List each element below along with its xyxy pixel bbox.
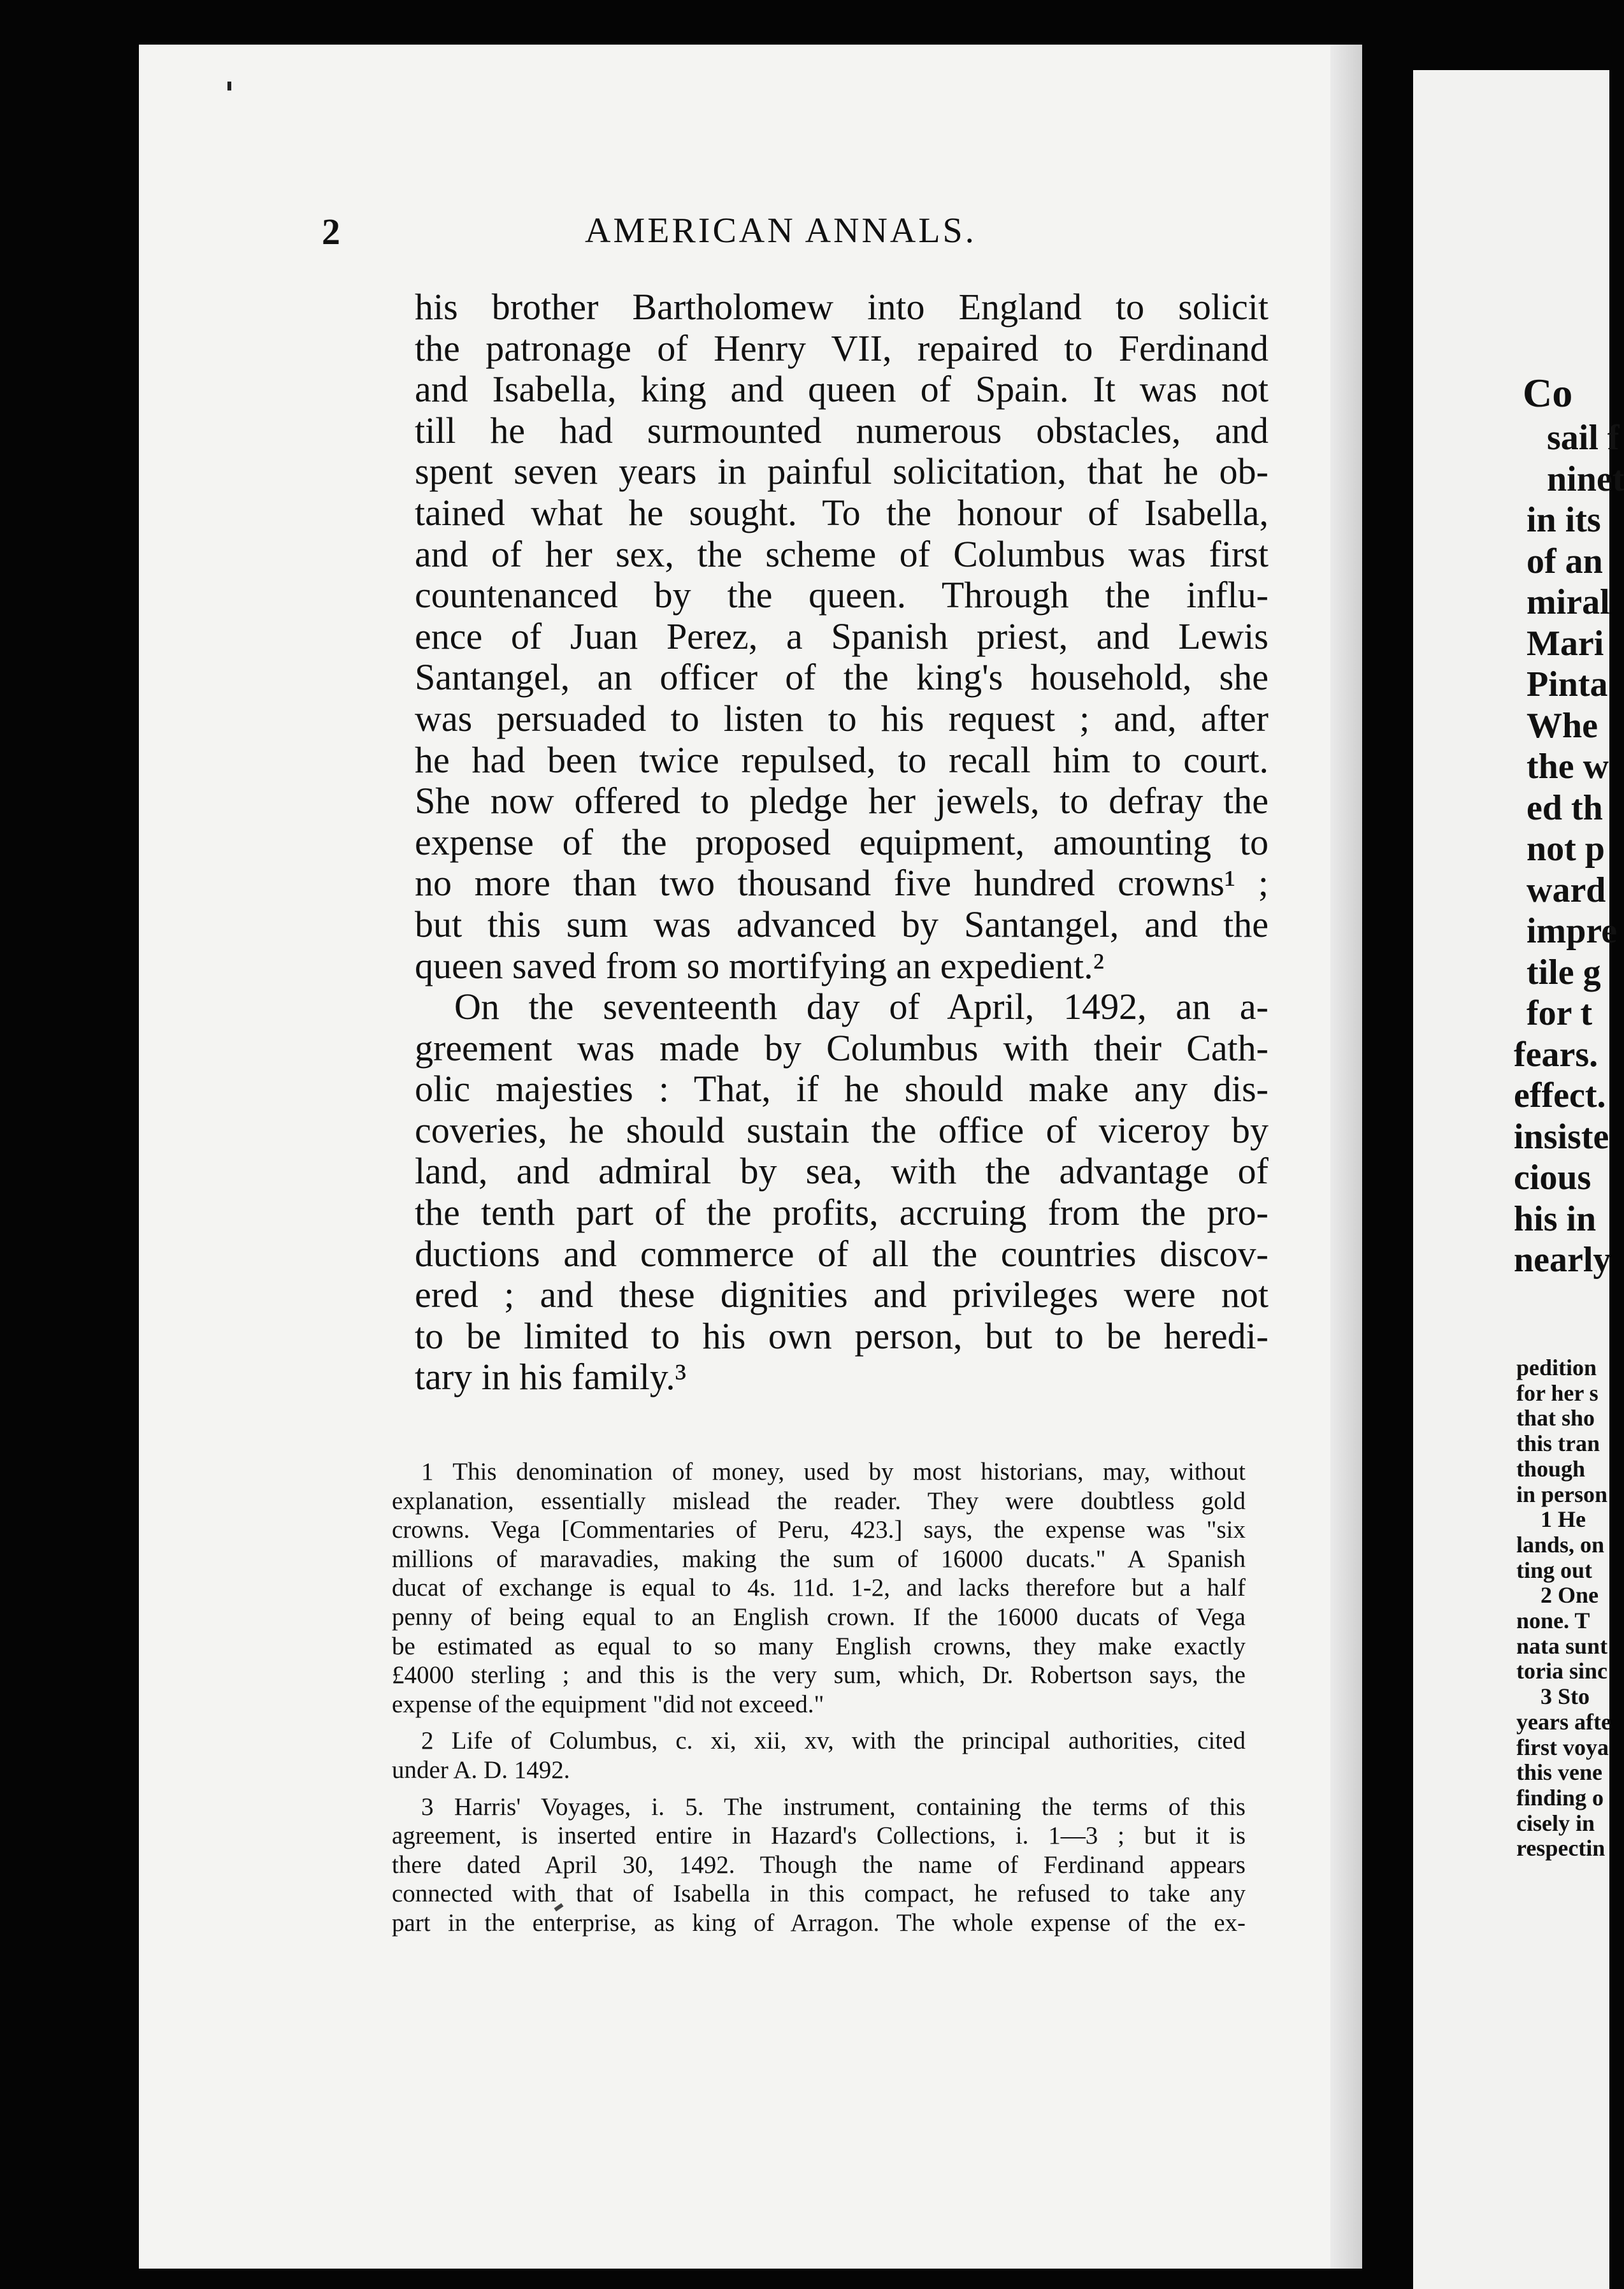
footnote-line: expense of the equipment "did not exceed." bbox=[392, 1690, 824, 1718]
body-line: greement was made by Columbus with their Cath- bbox=[415, 1027, 1268, 1069]
right-page bbox=[1413, 70, 1624, 2289]
footnote-line: ducat of exchange is equal to 4s. 11d. 1-2, and lacks therefore but a half bbox=[392, 1574, 1246, 1602]
right-footnote-line: 3 Sto bbox=[1541, 1684, 1590, 1710]
right-footnote-line: for her s bbox=[1516, 1380, 1599, 1406]
body-line: to be limited to his own person, but to be heredi- bbox=[415, 1315, 1268, 1357]
right-page-line: Mari bbox=[1527, 623, 1604, 663]
body-line: Santangel, an officer of the king's household, she bbox=[415, 656, 1268, 698]
body-line: queen saved from so mortifying an expedient.² bbox=[415, 944, 1105, 986]
right-footnote-line: lands, on bbox=[1516, 1531, 1605, 1557]
right-page-line: nearly bbox=[1514, 1240, 1611, 1280]
right-footnote-line: years afte bbox=[1516, 1708, 1611, 1735]
right-footnote-line: pedition bbox=[1516, 1355, 1597, 1380]
body-line: She now offered to pledge her jewels, to defray the bbox=[415, 780, 1268, 822]
body-line: olic majesties : That, if he should make any dis- bbox=[415, 1068, 1268, 1110]
right-page-line: insiste bbox=[1514, 1116, 1609, 1157]
body-line: his brother Bartholomew into England to solicit bbox=[415, 286, 1268, 328]
footnotes bbox=[392, 1459, 1246, 1940]
footnote-line: under A. D. 1492. bbox=[392, 1756, 570, 1784]
right-footnote-line: this vene bbox=[1516, 1759, 1602, 1786]
right-footnote-line: this tran bbox=[1516, 1431, 1600, 1457]
right-footnote-line: cisely in bbox=[1516, 1810, 1595, 1836]
right-footnote-line: finding o bbox=[1516, 1784, 1604, 1810]
footnote-line: crowns. Vega [Commentaries of Peru, 423.] says, the expense was "six bbox=[392, 1516, 1246, 1544]
body-line: tained what he sought. To the honour of Isabella, bbox=[415, 491, 1268, 533]
right-footnote-line: nata sunt bbox=[1516, 1633, 1608, 1659]
running-title: AMERICAN ANNALS. bbox=[585, 211, 977, 250]
right-footnote-line: though bbox=[1516, 1455, 1586, 1482]
right-footnote-line: in person bbox=[1516, 1481, 1608, 1507]
footnote-line: £4000 sterling ; and this is the very sum, which, Dr. Robertson says, the bbox=[392, 1661, 1246, 1689]
right-page-line: sail f bbox=[1547, 418, 1620, 458]
right-page-line: Pinta bbox=[1527, 665, 1608, 704]
page-number: 2 bbox=[322, 211, 340, 252]
body-line: he had been twice repulsed, to recall him to court. bbox=[415, 739, 1268, 781]
footnote-line: 2 Life of Columbus, c. xi, xii, xv, with the principal authorities, cited bbox=[421, 1727, 1246, 1755]
body-line: the tenth part of the profits, accruing from the pro- bbox=[415, 1192, 1268, 1234]
right-footnote-line: respectin bbox=[1516, 1835, 1606, 1861]
right-page-line: the w bbox=[1527, 747, 1609, 786]
footnote-line: 1 This denomination of money, used by most historians, may, without bbox=[421, 1458, 1246, 1485]
body-line: countenanced by the queen. Through the influ- bbox=[415, 574, 1268, 616]
footnote-line: 3 Harris' Voyages, i. 5. The instrument, containing the terms of this bbox=[421, 1793, 1246, 1821]
body-line: ductions and commerce of all the countries discov- bbox=[415, 1232, 1268, 1274]
right-footnote-line: none. T bbox=[1516, 1608, 1590, 1633]
body-line: tary in his family.³ bbox=[415, 1356, 686, 1398]
gutter-shadow bbox=[1330, 45, 1362, 2269]
body-line: ence of Juan Perez, a Spanish priest, and Lewis bbox=[415, 615, 1268, 657]
right-footnote-line: that sho bbox=[1516, 1405, 1595, 1431]
body-line: ered ; and these dignities and privileges were not bbox=[415, 1274, 1268, 1316]
footnote-line: there dated April 30, 1492. Though the name of Ferdinand appears bbox=[392, 1851, 1246, 1879]
body-line: coveries, he should sustain the office of viceroy by bbox=[415, 1109, 1268, 1151]
ink-mark bbox=[227, 82, 231, 90]
body-line: spent seven years in painful solicitation, that he ob- bbox=[415, 451, 1268, 493]
footnote-line: agreement, is inserted entire in Hazard's Collections, i. 1—3 ; but it is bbox=[392, 1822, 1246, 1850]
body-line: and Isabella, king and queen of Spain. It was not bbox=[415, 368, 1268, 410]
body-line: and of her sex, the scheme of Columbus was first bbox=[415, 533, 1268, 575]
right-page-line: impre bbox=[1527, 911, 1618, 951]
body-line: the patronage of Henry VII, repaired to Ferdinand bbox=[415, 327, 1268, 369]
footnote-line: be estimated as equal to so many English crowns, they make exactly bbox=[392, 1632, 1246, 1660]
body-line: till he had surmounted numerous obstacles, and bbox=[415, 409, 1268, 451]
right-page-line: not p bbox=[1527, 829, 1605, 869]
right-page-line: ed th bbox=[1527, 788, 1603, 828]
right-page-line: Whe bbox=[1527, 705, 1598, 746]
right-footnote-line: 2 One bbox=[1541, 1582, 1599, 1608]
right-footnote-line: toria sinc bbox=[1516, 1658, 1607, 1684]
body-line: expense of the proposed equipment, amounting to bbox=[415, 821, 1268, 863]
body-line: but this sum was advanced by Santangel, and the bbox=[415, 903, 1268, 945]
right-page-line: miral bbox=[1527, 582, 1610, 622]
body-line: land, and admiral by sea, with the advantage of bbox=[415, 1150, 1268, 1192]
right-page-line: in its bbox=[1527, 500, 1601, 540]
footnote-line: part in the enterprise, as king of Arragon. The whole expense of the ex- bbox=[392, 1909, 1246, 1937]
footnote-line: millions of maravadies, making the sum of 16000 ducats." A Spanish bbox=[392, 1545, 1246, 1573]
right-page-line: effect. bbox=[1514, 1076, 1606, 1115]
body-line: no more than two thousand five hundred crowns¹ ; bbox=[415, 862, 1268, 904]
right-footnote-line: 1 He bbox=[1541, 1506, 1586, 1533]
right-page-line: of an bbox=[1527, 541, 1603, 581]
footnote-line: connected with that of Isabella in this compact, he refused to take any bbox=[392, 1880, 1246, 1908]
body-line: On the seventeenth day of April, 1492, an a- bbox=[454, 986, 1268, 1028]
right-page-line: his in bbox=[1514, 1199, 1597, 1239]
right-page-line: tile g bbox=[1527, 952, 1601, 992]
right-page-line: ward bbox=[1527, 870, 1606, 910]
right-page-line: cious bbox=[1514, 1158, 1592, 1197]
right-footnote-line: ting out bbox=[1516, 1557, 1593, 1583]
right-page-line: ninet bbox=[1547, 459, 1624, 499]
footnote-line: explanation, essentially mislead the reader. They were doubtless gold bbox=[392, 1487, 1246, 1515]
right-footnote-line: first voya bbox=[1516, 1734, 1609, 1760]
page-header bbox=[0, 210, 1609, 261]
right-page-line: for t bbox=[1527, 993, 1593, 1033]
body-line: was persuaded to listen to his request ; and, after bbox=[415, 697, 1268, 739]
body-text bbox=[415, 287, 1268, 1398]
right-page-line: fears. bbox=[1514, 1034, 1599, 1074]
right-page-line: Co bbox=[1523, 370, 1573, 415]
footnote-line: penny of being equal to an English crown. If the 16000 ducats of Vega bbox=[392, 1603, 1246, 1631]
